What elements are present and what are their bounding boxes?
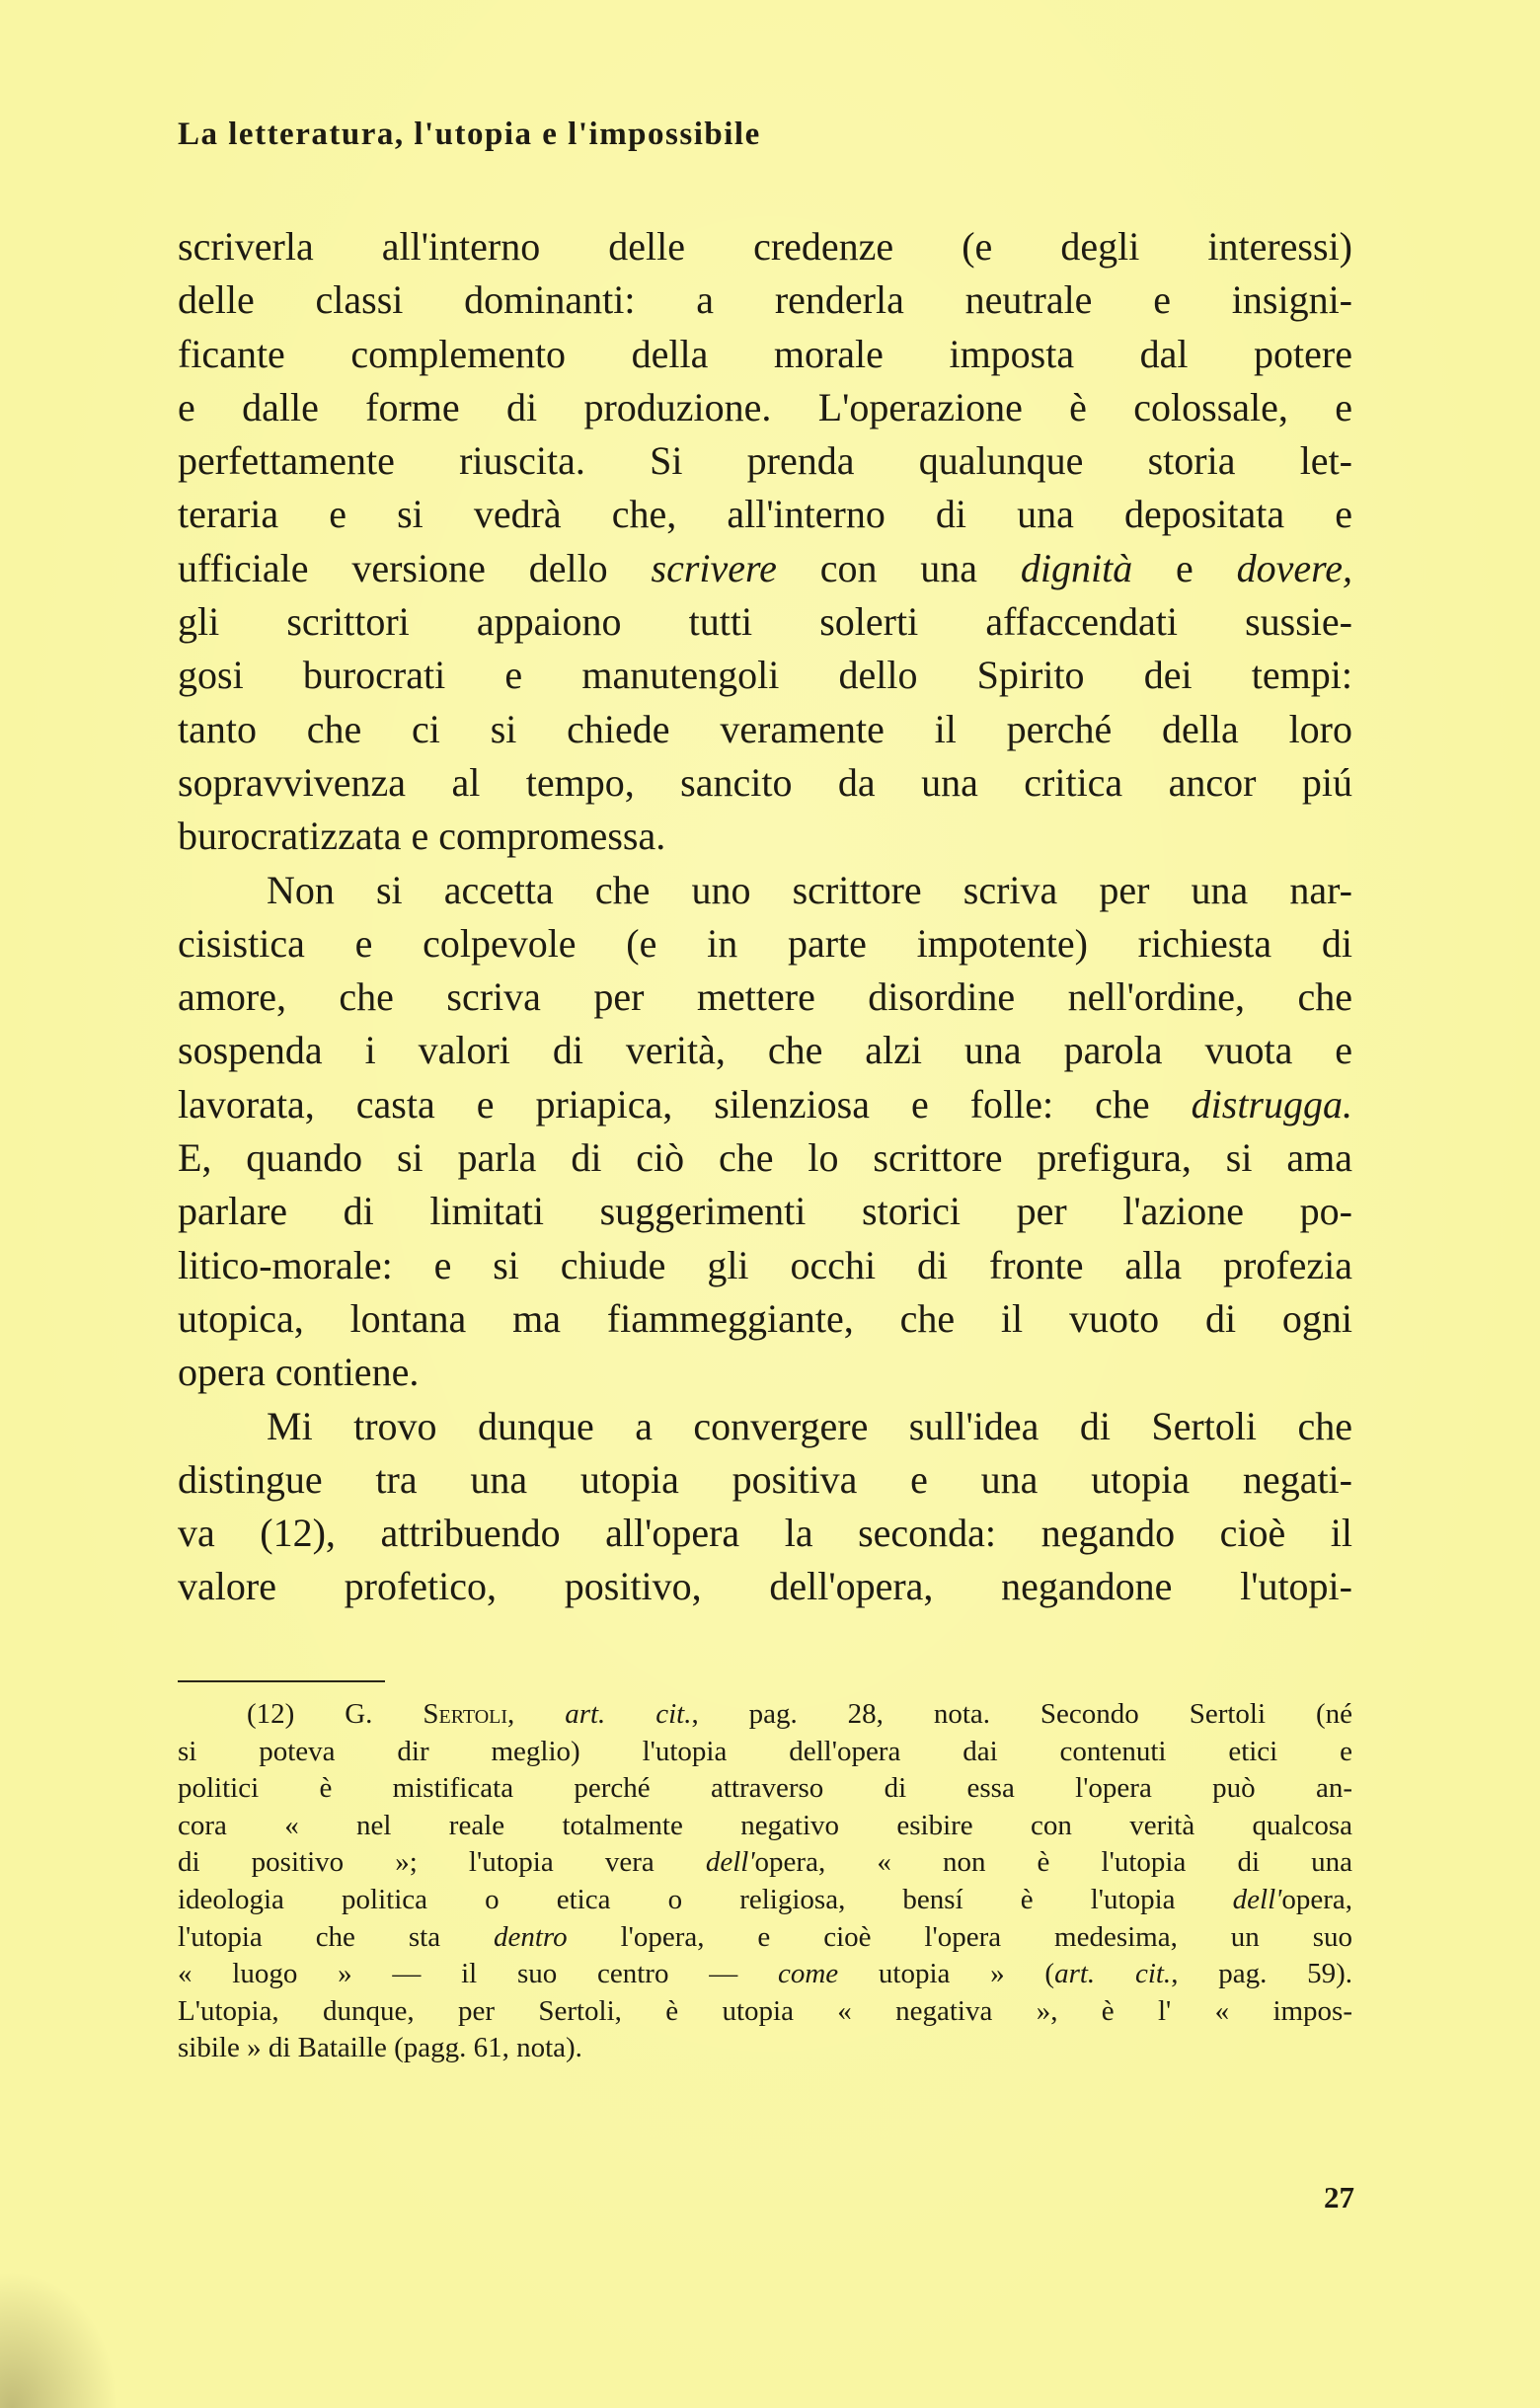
text-segment: lavorata, casta e priapica, silenziosa e folle: che xyxy=(178,1081,1192,1126)
text-line: valore profetico, positivo, dell'opera, negandone l'utopi- xyxy=(178,1564,1352,1609)
text-segment: ideologia politica o etica o religiosa, bensí è l'utopia xyxy=(178,1883,1233,1915)
text-line: delle classi dominanti: a renderla neutrale e insigni- xyxy=(178,277,1352,323)
footnote xyxy=(178,1696,1352,2067)
main-text xyxy=(178,220,1352,1614)
text-segment: l'opera, e cioè l'opera medesima, un suo xyxy=(567,1920,1352,1953)
text-line: utopica, lontana ma fiammeggiante, che il vuoto di ogni xyxy=(178,1295,1352,1341)
text-segment: « luogo » — il suo centro — xyxy=(178,1958,778,1990)
text-segment: , pag. 28, nota. Secondo Sertoli (né xyxy=(691,1698,1352,1730)
text-segment: con una xyxy=(776,545,1021,590)
text-line xyxy=(178,1078,1352,1131)
text-line: cisistica e colpevole (e in parte impotente) richiesta di xyxy=(178,920,1352,966)
author-name: Sertoli xyxy=(423,1698,508,1730)
page-number: 27 xyxy=(1324,2180,1354,2214)
italic-word: dentro xyxy=(494,1920,568,1953)
text-line: gli scrittori appaiono tutti solerti affaccendati sussie- xyxy=(178,599,1352,645)
text-line: distingue tra una utopia positiva e una utopia negati- xyxy=(178,1456,1352,1502)
italic-word: dignità xyxy=(1020,545,1133,590)
footnote-line xyxy=(178,1919,1352,1957)
italic-word: scrivere xyxy=(651,545,777,590)
text-line: parlare di limitati suggerimenti storici per l'azione po- xyxy=(178,1189,1352,1234)
text-line: E, quando si parla di ciò che lo scrittore prefigura, si ama xyxy=(178,1135,1352,1181)
italic-word: art. cit. xyxy=(1054,1958,1172,1990)
footnote-line xyxy=(178,1844,1352,1882)
footnote-line xyxy=(178,1956,1352,1993)
footnote-line: si poteva dir meglio) l'utopia dell'opera dai contenuti etici e xyxy=(178,1735,1352,1767)
text-line: burocratizzata e compromessa. xyxy=(178,814,666,859)
text-line: litico-morale: e si chiude gli occhi di fronte alla profezia xyxy=(178,1242,1352,1287)
text-line: perfettamente riuscita. Si prenda qualunque storia let- xyxy=(178,438,1352,484)
text-segment: opera, xyxy=(1281,1883,1352,1915)
footnote-line: cora « nel reale totalmente negativo esibire con verità qualcosa xyxy=(178,1809,1352,1841)
text-segment: (12) G. xyxy=(247,1698,424,1730)
text-line: teraria e si vedrà che, all'interno di una depositata e xyxy=(178,492,1352,537)
text-line: ficante complemento della morale imposta dal potere xyxy=(178,331,1352,376)
footnote-line xyxy=(178,1882,1352,1919)
text-line: va (12), attribuendo all'opera la seconda: negando cioè il xyxy=(178,1511,1352,1556)
text-segment: l'utopia che sta xyxy=(178,1920,494,1953)
running-head: La letteratura, l'utopia e l'impossibile xyxy=(178,117,761,152)
italic-word: come xyxy=(777,1958,839,1990)
footnote-line xyxy=(178,1696,1352,1734)
italic-word: dell' xyxy=(705,1846,755,1879)
footnote-line: sibile » di Bataille (pagg. 61, nota). xyxy=(178,2032,582,2064)
italic-word: art. cit. xyxy=(565,1698,692,1730)
text-line: Mi trovo dunque a convergere sull'idea di Sertoli che xyxy=(267,1403,1352,1448)
text-line: e dalle forme di produzione. L'operazione è colossale, e xyxy=(178,384,1352,429)
italic-word: distrugga. xyxy=(1191,1081,1352,1126)
text-segment: , pag. 59). xyxy=(1171,1958,1352,1990)
text-line: opera contiene. xyxy=(178,1350,420,1395)
text-line: sospenda i valori di verità, che alzi una parola vuota e xyxy=(178,1028,1352,1073)
text-segment: ufficiale versione dello xyxy=(178,545,652,590)
italic-word: dell' xyxy=(1232,1883,1282,1915)
text-line: Non si accetta che uno scrittore scriva per una nar- xyxy=(267,867,1352,912)
text-segment: di positivo »; l'utopia vera xyxy=(178,1846,706,1879)
text-line: scriverla all'interno delle credenze (e degli interessi) xyxy=(178,224,1352,269)
footnote-line: politici è mistificata perché attraverso di essa l'opera può an- xyxy=(178,1772,1352,1805)
text-line: sopravvivenza al tempo, sancito da una critica ancor piú xyxy=(178,759,1352,805)
text-line xyxy=(178,542,1352,595)
text-segment: utopia » ( xyxy=(838,1958,1055,1990)
text-segment: , xyxy=(507,1698,566,1730)
footnote-rule xyxy=(178,1680,385,1682)
text-line: tanto che ci si chiede veramente il perché della loro xyxy=(178,706,1352,751)
text-line: amore, che scriva per mettere disordine nell'ordine, che xyxy=(178,974,1352,1020)
footnote-line: L'utopia, dunque, per Sertoli, è utopia « negativa », è l' « impos- xyxy=(178,1994,1352,2027)
text-segment: e xyxy=(1132,545,1237,590)
text-line: gosi burocrati e manutengoli dello Spirito dei tempi: xyxy=(178,653,1352,698)
italic-word: dovere, xyxy=(1236,545,1352,590)
text-segment: opera, « non è l'utopia di una xyxy=(754,1846,1352,1879)
page-corner-smudge xyxy=(0,2271,118,2408)
